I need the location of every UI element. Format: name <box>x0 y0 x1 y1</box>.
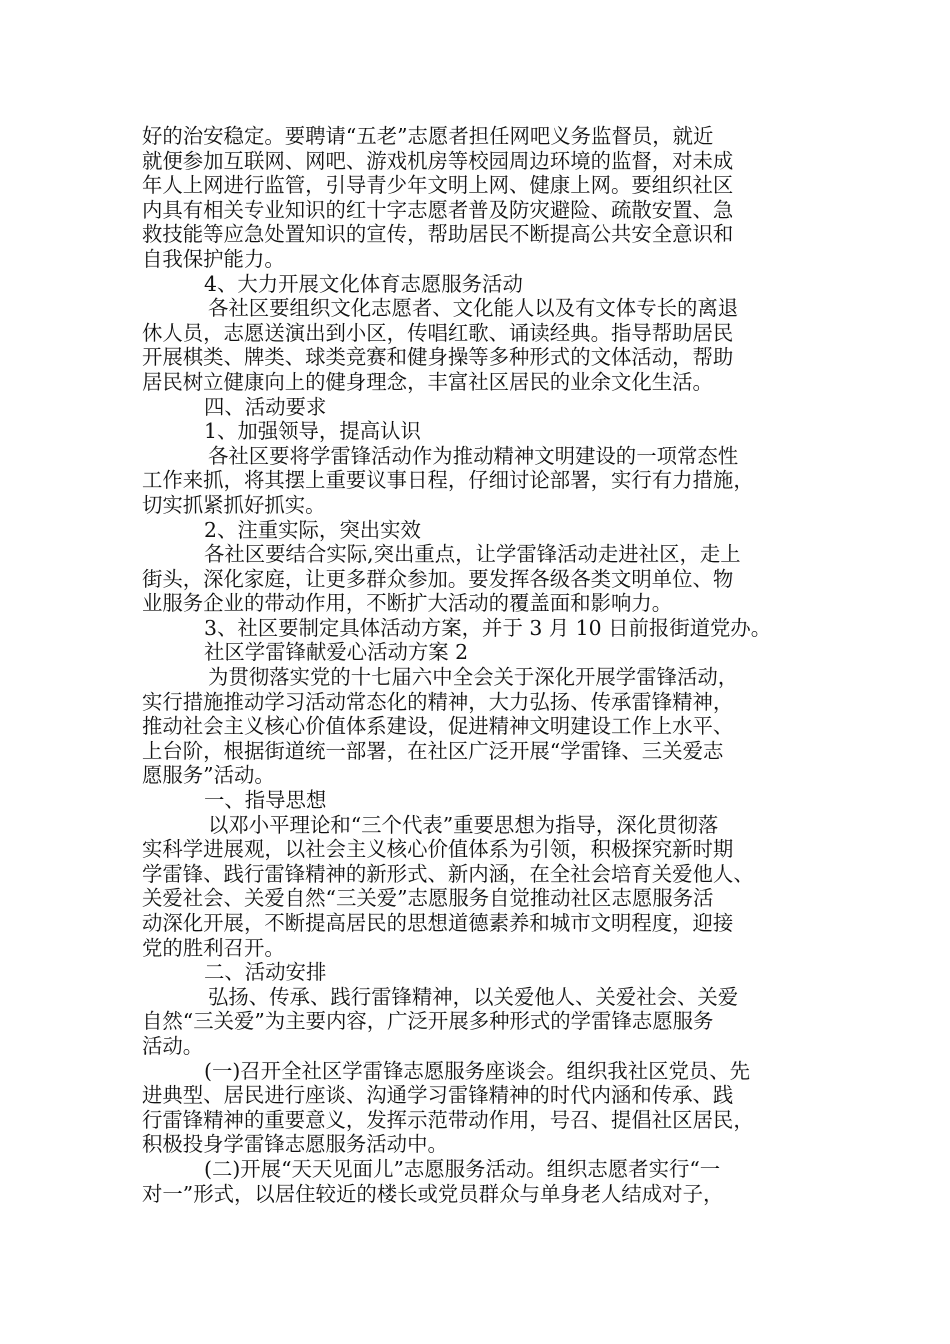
text-line: 学雷锋、践行雷锋精神的新形式、新内涵，在全社会培育关爱他人、 <box>142 861 754 886</box>
text-line: 进典型、居民进行座谈、沟通学习雷锋精神的时代内涵和传承、践 <box>142 1083 734 1108</box>
text-line: 开展棋类、牌类、球类竞赛和健身操等多种形式的文体活动，帮助 <box>142 345 734 370</box>
text-line: 各社区要将学雷锋活动作为推动精神文明建设的一项常态性 <box>208 443 739 468</box>
text-line: 自然“三关爱”为主要内容，广泛开展多种形式的学雷锋志愿服务 <box>142 1009 714 1034</box>
text-line: 愿服务”活动。 <box>142 763 275 788</box>
text-line: 活动。 <box>142 1033 204 1058</box>
text-line: 2、注重实际，突出实效 <box>204 517 421 542</box>
text-line: 为贯彻落实党的十七届六中全会关于深化开展学雷锋活动， <box>208 665 739 690</box>
text-line: 休人员，志愿送演出到小区，传唱红歌、诵读经典。指导帮助居民 <box>142 320 734 345</box>
text-line: (一)召开全社区学雷锋志愿服务座谈会。组织我社区党员、先 <box>204 1058 751 1083</box>
text-line: 4、大力开展文化体育志愿服务活动 <box>204 271 523 296</box>
text-line: 年人上网进行监管，引导青少年文明上网、健康上网。要组织社区 <box>142 173 734 198</box>
text-line: 弘扬、传承、践行雷锋精神，以关爱他人、关爱社会、关爱 <box>208 984 739 1009</box>
text-line: 自我保护能力。 <box>142 246 285 271</box>
text-line: 实科学进展观，以社会主义核心价值体系为引领，积极探究新时期 <box>142 837 734 862</box>
text-line: 一、指导思想 <box>204 788 327 813</box>
text-line: 四、活动要求 <box>204 394 327 419</box>
text-line: 就便参加互联网、网吧、游戏机房等校园周边环境的监督，对未成 <box>142 148 734 173</box>
text-line: 党的胜利召开。 <box>142 935 285 960</box>
text-line: 社区学雷锋献爱心活动方案 2 <box>204 640 469 665</box>
text-line: 实行措施推动学习活动常态化的精神，大力弘扬、传承雷锋精神， <box>142 689 734 714</box>
text-line: (二)开展“天天见面儿”志愿服务活动。组织志愿者实行“一 <box>204 1156 721 1181</box>
text-line: 以邓小平理论和“三个代表”重要思想为指导，深化贯彻落 <box>208 812 719 837</box>
text-line: 内具有相关专业知识的红十字志愿者普及防灾避险、疏散安置、急 <box>142 197 734 222</box>
text-line: 各社区要组织文化志愿者、文化能人以及有文体专长的离退 <box>208 296 739 321</box>
text-line: 业服务企业的带动作用，不断扩大活动的覆盖面和影响力。 <box>142 591 673 616</box>
text-line: 积极投身学雷锋志愿服务活动中。 <box>142 1132 448 1157</box>
text-line: 救技能等应急处置知识的宣传，帮助居民不断提高公共安全意识和 <box>142 222 734 247</box>
text-line: 居民树立健康向上的健身理念，丰富社区居民的业余文化生活。 <box>142 369 713 394</box>
text-line: 各社区要结合实际,突出重点，让学雷锋活动走进社区，走上 <box>204 542 741 567</box>
text-line: 对一”形式，以居住较近的楼长或党员群众与单身老人结成对子， <box>142 1181 724 1206</box>
text-line: 二、活动安排 <box>204 960 327 985</box>
text-line: 推动社会主义核心价值体系建设，促进精神文明建设工作上水平、 <box>142 714 734 739</box>
text-line: 3、社区要制定具体活动方案，并于 3 月 10 日前报街道党办。 <box>204 615 772 640</box>
text-line: 动深化开展，不断提高居民的思想道德素养和城市文明程度，迎接 <box>142 911 734 935</box>
text-line: 切实抓紧抓好抓实。 <box>142 492 326 517</box>
document-page <box>142 124 814 1206</box>
text-line: 好的治安稳定。要聘请“五老”志愿者担任网吧义务监督员，就近 <box>142 124 714 148</box>
text-line: 工作来抓，将其摆上重要议事日程，仔细讨论部署，实行有力措施， <box>142 468 754 493</box>
text-line: 1、加强领导，提高认识 <box>204 419 421 444</box>
text-line: 上台阶，根据街道统一部署，在社区广泛开展“学雷锋、三关爱志 <box>142 738 724 763</box>
text-line: 街头，深化家庭，让更多群众参加。要发挥各级各类文明单位、物 <box>142 566 734 591</box>
text-line: 行雷锋精神的重要意义，发挥示范带动作用，号召、提倡社区居民， <box>142 1107 754 1132</box>
text-line: 关爱社会、关爱自然“三关爱”志愿服务自觉推动社区志愿服务活 <box>142 886 714 911</box>
